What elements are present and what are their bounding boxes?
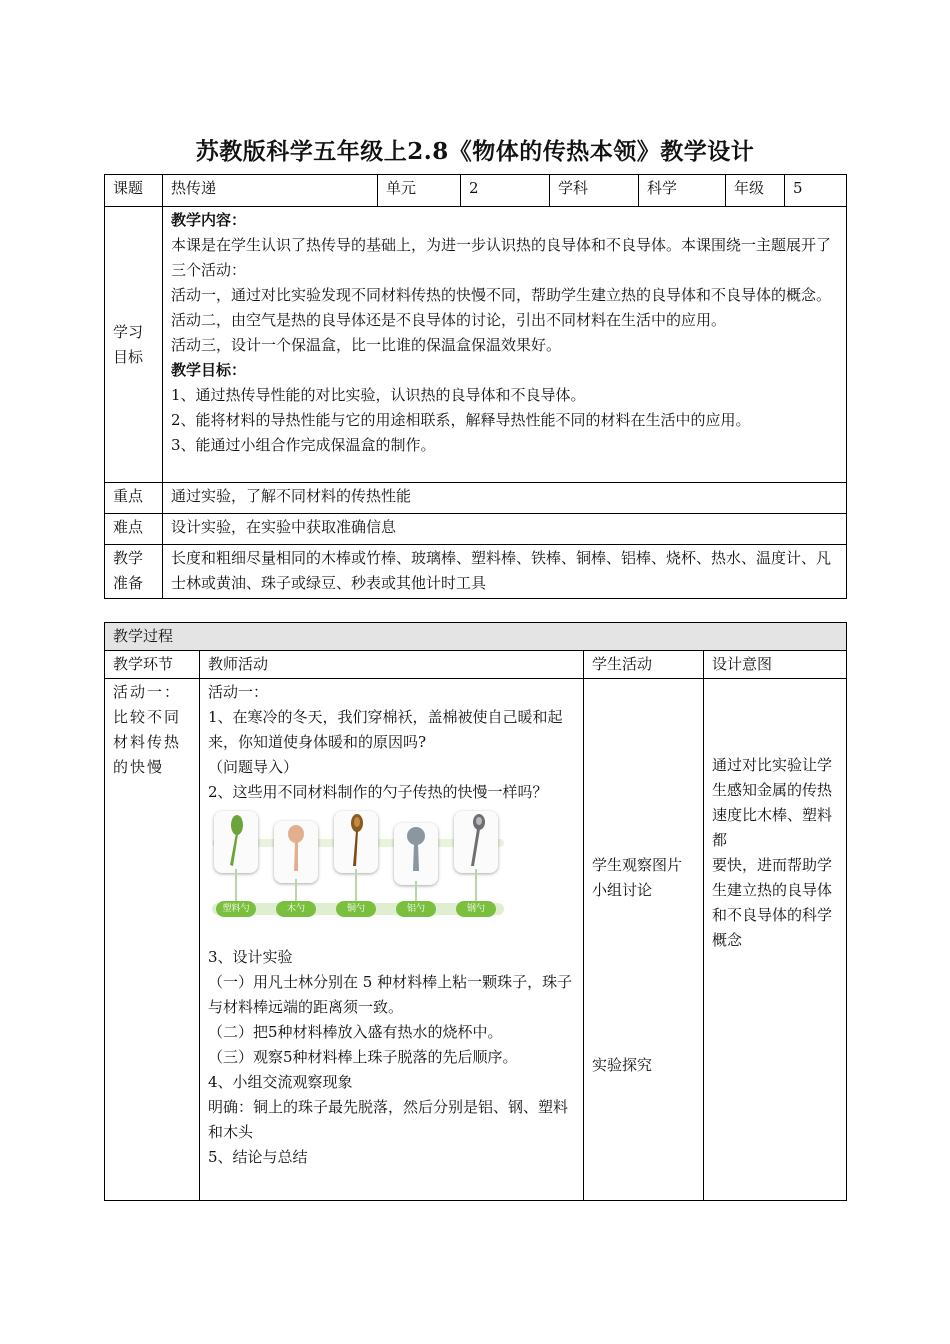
content-line: 活动三，设计一个保温盒，比一比谁的保温盒保温效果好。: [171, 336, 562, 354]
grade-value: 5: [785, 175, 847, 207]
intent-line: 要快，进而帮助学生建立热的良导体和不良导体的科学概念: [712, 856, 833, 949]
goal-line: 3、能通过小组合作完成保温盒的制作。: [171, 436, 436, 454]
spoon-label: 铝勺: [396, 901, 436, 917]
prep-value: 长度和粗细尽量相同的木棒或竹棒、玻璃棒、塑料棒、铁棒、铜棒、铝棒、烧杯、热水、温度计、凡士林或黄油、珠子或绿豆、秒表或其他计时工具: [163, 545, 847, 599]
difficulty-value: 设计实验，在实验中获取准确信息: [163, 514, 847, 545]
aluminum-spoon-icon: [401, 823, 431, 875]
spoon-label: 塑料勺: [216, 901, 256, 917]
goal-line: 1、通过热传导性能的对比实验，认识热的良导体和不良导体。: [171, 386, 586, 404]
student-cell: [584, 679, 704, 1201]
goals-heading: 教学目标：: [171, 361, 247, 379]
prep-label: 教学准备: [105, 545, 163, 599]
stage-cell: [105, 679, 200, 1201]
key-point-value: 通过实验，了解不同材料的传热性能: [163, 483, 847, 514]
teacher-line: 2、这些用不同材料制作的勺子传热的快慢一样吗？: [208, 783, 548, 801]
content-line: 活动二，由空气是热的良导体还是不良导体的讨论，引出不同材料在生活中的应用。: [171, 311, 727, 329]
spoon-card-wood: [274, 821, 318, 883]
col-teacher: 教师活动: [200, 651, 584, 679]
col-intent: 设计意图: [704, 651, 847, 679]
spoon-label: 木勺: [276, 901, 316, 917]
wood-spoon-icon: [281, 821, 311, 875]
spoon-figure: [208, 811, 508, 931]
spoon-card-copper: [334, 811, 378, 873]
page-title: 苏教版科学五年级上2.8《物体的传热本领》教学设计: [195, 138, 755, 165]
teacher-line: 明确：铜上的珠子最先脱落，然后分别是铝、钢、塑料和木头: [208, 1098, 569, 1141]
teacher-line: （三）观察5种材料棒上珠子脱落的先后顺序。: [208, 1048, 518, 1066]
col-stage: 教学环节: [105, 651, 200, 679]
topic-value: 热传递: [163, 175, 378, 207]
teacher-cell: [200, 679, 584, 1201]
process-header: 教学过程: [105, 623, 847, 651]
goals-label: 学习目标: [105, 207, 163, 483]
unit-label: 单元: [378, 175, 461, 207]
teacher-line: 5、结论与总结: [208, 1148, 308, 1166]
unit-value: 2: [461, 175, 550, 207]
teacher-line: 1、在寒冷的冬天，我们穿棉袄，盖棉被使自己暖和起来，你知道使身体暖和的原因吗?: [208, 708, 563, 751]
info-table: [104, 174, 847, 599]
content-line: 活动一，通过对比实验发现不同材料传热的快慢不同，帮助学生建立热的良导体和不良导体的概念。: [171, 286, 832, 304]
spoon-label: 钢勺: [456, 901, 496, 917]
process-table: [104, 622, 847, 1201]
student-activity: 学生观察图片小组讨论: [592, 856, 683, 899]
content-line: 本课是在学生认识了热传导的基础上，为进一步认识热的良导体和不良导体。本课围绕一主题展开了三个活动：: [171, 236, 832, 279]
topic-label: 课题: [105, 175, 163, 207]
stage-text: 活动一：比较不同材料传热的快慢: [113, 683, 182, 776]
content-heading: 教学内容：: [171, 211, 247, 229]
grade-label: 年级: [726, 175, 785, 207]
spoon-card-aluminum: [394, 823, 438, 885]
difficulty-label: 难点: [105, 514, 163, 545]
teacher-line: （一）用凡士林分别在 5 种材料棒上粘一颗珠子，珠子与材料棒远端的距离须一致。: [208, 973, 573, 1016]
intent-line: 通过对比实验让学生感知金属的传热速度比木棒、塑料都: [712, 756, 833, 849]
spoon-label: 铜勺: [336, 901, 376, 917]
col-student: 学生活动: [584, 651, 704, 679]
intent-cell: [704, 679, 847, 1201]
subject-label: 学科: [550, 175, 639, 207]
steel-spoon-icon: [461, 811, 491, 869]
goals-cell: [163, 207, 847, 483]
spoon-card-steel: [454, 811, 498, 873]
spoon-card-plastic: [214, 811, 258, 873]
student-activity: 实验探究: [592, 1056, 653, 1074]
key-point-label: 重点: [105, 483, 163, 514]
teacher-line: 3、设计实验: [208, 948, 293, 966]
teacher-line: 4、小组交流观察现象: [208, 1073, 353, 1091]
goal-line: 2、能将材料的导热性能与它的用途相联系，解释导热性能不同的材料在生活中的应用。: [171, 411, 751, 429]
plastic-spoon-icon: [221, 811, 251, 869]
copper-spoon-icon: [341, 811, 371, 869]
teacher-line: 活动一：: [208, 683, 269, 701]
subject-value: 科学: [639, 175, 726, 207]
teacher-line: （问题导入）: [208, 758, 299, 776]
teacher-line: （二）把5种材料棒放入盛有热水的烧杯中。: [208, 1023, 503, 1041]
